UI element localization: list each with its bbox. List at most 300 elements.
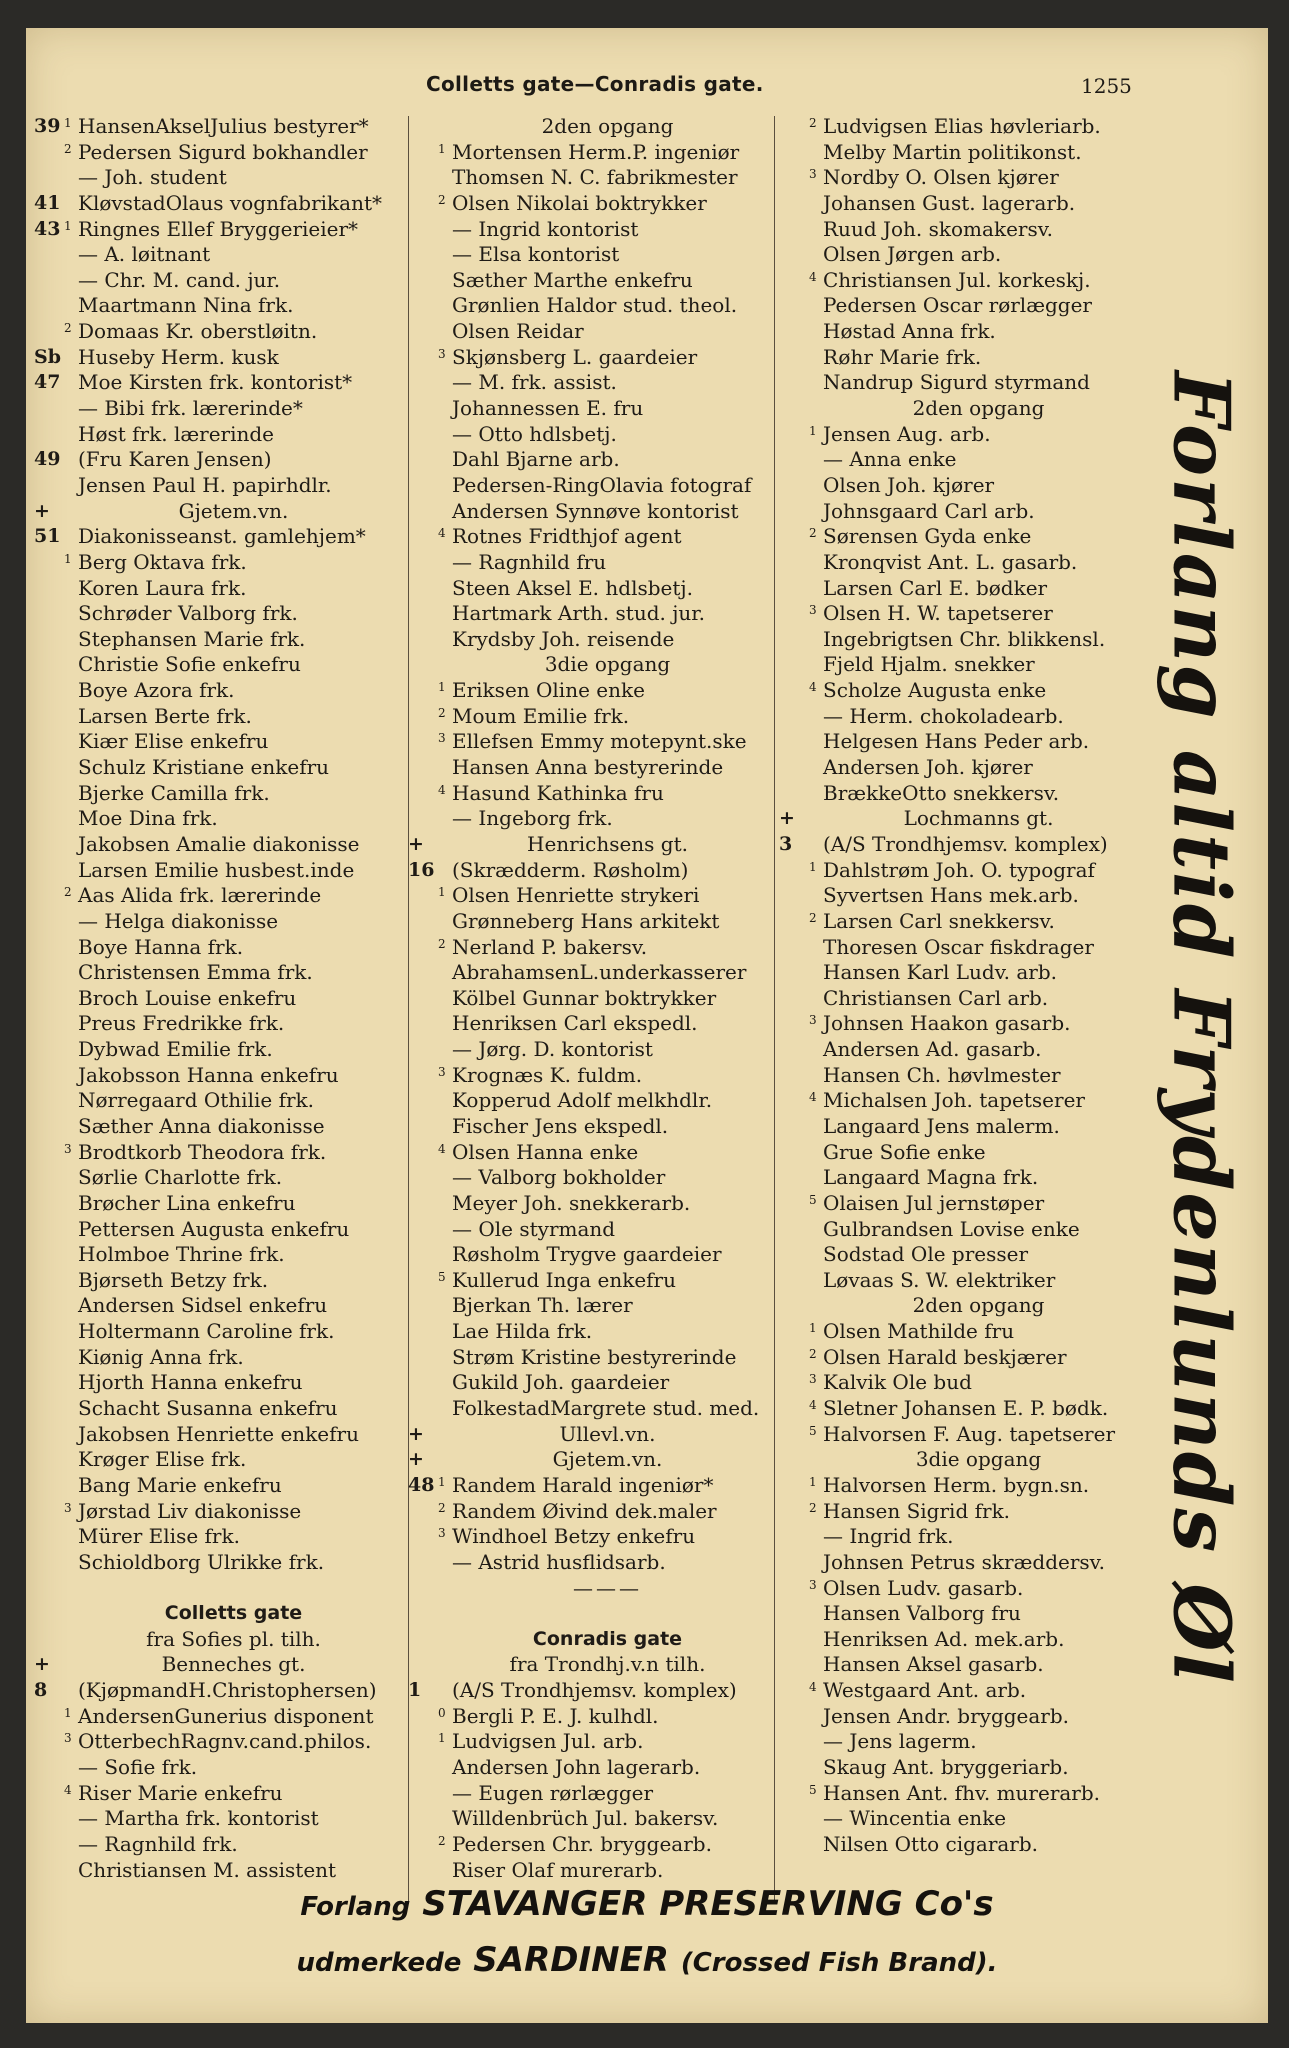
entry-text: 2den opgang [912, 396, 1045, 421]
entry-text: Henriksen Carl ekspedl. [452, 1011, 698, 1036]
entry-text: Krydsby Joh. reisende [452, 626, 675, 651]
directory-entry [408, 1140, 773, 1166]
entry-text: Christensen Emma frk. [78, 960, 313, 985]
directory-entry [34, 165, 399, 191]
entry-text: (Skrædderm. Røsholm) [452, 857, 689, 882]
entry-text: — Eugen rørlægger [452, 1780, 654, 1805]
entry-text: Ullevl.vn. [559, 1421, 656, 1446]
directory-entry [34, 1217, 399, 1243]
entry-text: — Bibi frk. lærerinde* [78, 396, 303, 421]
entry-text: (KjøpmandH.Christophersen) [78, 1678, 377, 1703]
floor-marker: 2 [438, 192, 446, 207]
directory-entry [779, 1627, 1144, 1653]
entry-text: Ingebrigtsen Chr. blikkensl. [823, 626, 1106, 651]
entry-text: Dahl Bjarne arb. [452, 447, 620, 472]
directory-entry [34, 755, 399, 781]
entry-text: Andersen Synnøve kontorist [452, 498, 739, 523]
directory-entry [408, 1370, 773, 1396]
directory-entry [779, 1165, 1144, 1191]
floor-marker: 1 [438, 885, 446, 900]
directory-entry [779, 1704, 1144, 1730]
directory-entry [408, 1832, 773, 1858]
directory-entry [34, 242, 399, 268]
directory-entry [408, 1293, 773, 1319]
entry-text: Skaug Ant. bryggeriarb. [823, 1755, 1069, 1779]
directory-entry [34, 140, 399, 166]
entry-text: Eriksen Oline enke [452, 678, 645, 703]
directory-entry [779, 627, 1144, 653]
directory-entry [34, 1447, 399, 1473]
entry-text: Bang Marie enkefru [78, 1472, 282, 1497]
directory-entry [779, 319, 1144, 345]
directory-entry [34, 986, 399, 1012]
floor-marker: 4 [809, 1090, 817, 1105]
floor-marker: 3 [438, 1064, 446, 1079]
entry-text: Sodstad Ole presser [823, 1242, 1029, 1267]
house-number: + [779, 807, 795, 830]
column-divider [774, 116, 775, 1904]
entry-text: Stephansen Marie frk. [78, 626, 306, 651]
directory-entry [408, 293, 773, 319]
directory-entry [779, 1011, 1144, 1037]
entry-text: Olsen Joh. kjører [823, 472, 995, 497]
entry-text: Hansen Anna bestyrerinde [452, 755, 724, 780]
directory-entry [408, 1396, 773, 1422]
house-number: 8 [34, 1679, 48, 1702]
section-label [408, 832, 773, 858]
entry-text: Jensen Andr. bryggearb. [823, 1703, 1070, 1728]
entry-text: — Astrid husflidsarb. [452, 1549, 666, 1574]
entry-text: Windhoel Betzy enkefru [452, 1524, 696, 1549]
floor-marker: 3 [438, 731, 446, 746]
entry-text: Diakonisseanst. gamlehjem* [78, 524, 366, 549]
directory-entry [34, 1473, 399, 1499]
entry-text: Dahlstrøm Joh. O. typograf [823, 857, 1095, 882]
house-number: 3 [779, 832, 793, 855]
directory-entry [408, 960, 773, 986]
directory-entry [34, 1858, 399, 1884]
floor-marker: 1 [438, 1474, 446, 1489]
directory-entry [408, 473, 773, 499]
entry-text: Henriksen Ad. mek.arb. [823, 1626, 1065, 1651]
entry-text: — A. løitnant [78, 242, 211, 267]
directory-entry [779, 1345, 1144, 1371]
page-header [26, 62, 1268, 102]
entry-text: Kronqvist Ant. L. gasarb. [823, 549, 1078, 574]
directory-entry [408, 345, 773, 371]
entry-text: Kalvik Ole bud [823, 1370, 972, 1395]
street-heading [34, 1601, 399, 1627]
directory-entry [408, 1704, 773, 1730]
floor-marker: 5 [438, 1269, 446, 1284]
directory-entry [779, 883, 1144, 909]
entry-text: Gjetem.vn. [552, 1447, 663, 1472]
directory-entry [779, 242, 1144, 268]
floor-marker: 3 [809, 1013, 817, 1028]
directory-entry [34, 909, 399, 935]
directory-entry [34, 678, 399, 704]
entry-text: Kiønig Anna frk. [78, 1344, 244, 1369]
directory-entry [34, 319, 399, 345]
entry-text: Johnsgaard Carl arb. [823, 498, 1035, 523]
directory-entry [779, 1370, 1144, 1396]
house-number: 43 [34, 217, 61, 240]
entry-text: fra Trondhj.v.n tilh. [509, 1652, 706, 1677]
entry-text: Hansen Ant. fhv. murerarb. [823, 1780, 1101, 1805]
entry-text: Willdenbrüch Jul. bakersv. [452, 1806, 719, 1831]
entry-text: Schacht Susanna enkefru [78, 1396, 338, 1421]
directory-entry [408, 1781, 773, 1807]
section-label [779, 396, 1144, 422]
directory-entry [34, 1524, 399, 1550]
floor-marker: 2 [809, 526, 817, 541]
entry-text: (A/S Trondhjemsv. komplex) [452, 1678, 737, 1703]
directory-entry [34, 960, 399, 986]
floor-marker: 3 [809, 1372, 817, 1387]
directory-entry [34, 422, 399, 448]
directory-entry [408, 935, 773, 961]
entry-text: Gukild Joh. gaardeier [452, 1370, 670, 1395]
entry-text: Brøcher Lina enkefru [78, 1190, 296, 1215]
entry-text: fra Sofies pl. tilh. [146, 1626, 321, 1651]
directory-entry [779, 755, 1144, 781]
entry-text: Hansen Valborg fru [823, 1601, 1021, 1626]
directory-entry [779, 986, 1144, 1012]
section-label [34, 499, 399, 525]
entry-text: Sæther Anna diakonisse [78, 1113, 325, 1138]
directory-entry [408, 1165, 773, 1191]
entry-text: — Helga diakonisse [78, 908, 279, 933]
entry-text: — Ragnhild frk. [78, 1831, 238, 1856]
entry-text: ——— [573, 1575, 642, 1600]
directory-entry [408, 1499, 773, 1525]
directory-entry [779, 1652, 1144, 1678]
directory-entry [779, 447, 1144, 473]
entry-text: Moum Emilie frk. [452, 703, 630, 728]
entry-text: Andersen Ad. gasarb. [823, 1037, 1042, 1062]
entry-text: Grønlien Haldor stud. theol. [452, 293, 738, 318]
directory-entry [34, 781, 399, 807]
directory-entry [779, 1037, 1144, 1063]
section-label [408, 1447, 773, 1473]
entry-text: Aas Alida frk. lærerinde [78, 883, 322, 908]
house-number: 39 [34, 115, 61, 137]
section-label [779, 1293, 1144, 1319]
entry-text: Steen Aksel E. hdlsbetj. [452, 575, 693, 600]
directory-entry [408, 217, 773, 243]
entry-text: — Ole styrmand [452, 1216, 616, 1241]
section-label [408, 1422, 773, 1448]
directory-entry [779, 1473, 1144, 1499]
entry-text: — Joh. student [78, 165, 227, 190]
entry-text: Bergli P. E. J. kulhdl. [452, 1703, 659, 1728]
entry-text: Olsen Ludv. gasarb. [823, 1575, 1024, 1600]
entry-text: Nordby O. Olsen kjører [823, 165, 1059, 190]
entry-text: — M. frk. assist. [452, 370, 617, 395]
entry-text: Jensen Aug. arb. [823, 421, 991, 446]
floor-marker: 5 [809, 1782, 817, 1797]
entry-text: HansenAkselJulius bestyrer* [78, 114, 369, 138]
house-number: + [408, 832, 424, 855]
floor-marker: 4 [438, 782, 446, 797]
entry-text: Schulz Kristiane enkefru [78, 755, 330, 780]
directory-entry [408, 601, 773, 627]
floor-marker: 3 [809, 167, 817, 182]
page-number: 1255 [1081, 74, 1132, 98]
bottom-advertisement-line-1 [26, 1884, 1268, 1924]
floor-marker: 1 [64, 218, 72, 233]
entry-text: Westgaard Ant. arb. [823, 1678, 1027, 1703]
entry-text: Kölbel Gunnar boktrykker [452, 985, 717, 1010]
floor-marker: 2 [438, 705, 446, 720]
entry-text: Pedersen-RingOlavia fotograf [452, 472, 752, 497]
entry-text: Pedersen Chr. bryggearb. [452, 1831, 712, 1856]
directory-entry [779, 524, 1144, 550]
section-label [408, 1576, 773, 1602]
entry-text: Sletner Johansen E. P. bødk. [823, 1396, 1109, 1421]
directory-entry [408, 627, 773, 653]
directory-entry [34, 1422, 399, 1448]
directory-entry [408, 1524, 773, 1550]
directory-entry [408, 729, 773, 755]
directory-entry [34, 114, 399, 140]
directory-entry [779, 1191, 1144, 1217]
floor-marker: 1 [64, 116, 72, 130]
directory-entry [779, 191, 1144, 217]
directory-entry [34, 1781, 399, 1807]
entry-text: Melby Martin politikonst. [823, 139, 1082, 164]
directory-entry [34, 1370, 399, 1396]
directory-entry [34, 1550, 399, 1576]
directory-entry [408, 422, 773, 448]
entry-text: Pedersen Oscar rørlægger [823, 293, 1092, 318]
directory-entry [408, 1114, 773, 1140]
section-label [779, 1447, 1144, 1473]
directory-entry [779, 832, 1144, 858]
entry-text: Olsen Harald beskjærer [823, 1344, 1067, 1369]
entry-text: Kiær Elise enkefru [78, 729, 269, 754]
house-number: 48 [408, 1473, 435, 1496]
entry-text: Broch Louise enkefru [78, 985, 297, 1010]
entry-text: KløvstadOlaus vognfabrikant* [78, 190, 382, 215]
directory-entry [34, 217, 399, 243]
directory-entry [779, 1396, 1144, 1422]
house-number: 49 [34, 448, 61, 471]
house-number: 1 [408, 1679, 422, 1702]
entry-text: Bjerke Camilla frk. [78, 780, 270, 805]
directory-entry [408, 1678, 773, 1704]
floor-marker: 4 [64, 1782, 72, 1797]
entry-text: — Wincentia enke [823, 1806, 1007, 1831]
directory-entry [408, 986, 773, 1012]
entry-text: Mortensen Herm.P. ingeniør [452, 139, 740, 164]
entry-text: Grønneberg Hans arkitekt [452, 908, 720, 933]
house-number: 51 [34, 525, 61, 548]
entry-text: — Martha frk. kontorist [78, 1806, 319, 1831]
directory-entry [779, 1319, 1144, 1345]
floor-marker: 0 [438, 1705, 446, 1720]
entry-text: Langaard Jens malerm. [823, 1113, 1060, 1138]
directory-entry [408, 165, 773, 191]
house-number: + [34, 1653, 50, 1676]
directory-entry [408, 1063, 773, 1089]
entry-text: AbrahamsenL.underkasserer [452, 960, 747, 985]
section-label [34, 1627, 399, 1653]
section-label [34, 1652, 399, 1678]
floor-marker: 1 [809, 423, 817, 438]
directory-entry [779, 601, 1144, 627]
directory-entry [779, 576, 1144, 602]
directory-entry [34, 652, 399, 678]
directory-entry [779, 704, 1144, 730]
entry-text: Olsen Mathilde fru [823, 1319, 1015, 1344]
house-number: + [34, 499, 50, 522]
floor-marker: 3 [809, 603, 817, 618]
floor-marker: 2 [64, 141, 72, 156]
directory-entry [34, 268, 399, 294]
directory-entry [34, 524, 399, 550]
directory-entry [779, 422, 1144, 448]
directory-entry [779, 1832, 1144, 1858]
entry-text: Høstad Anna frk. [823, 319, 996, 344]
directory-entry [408, 268, 773, 294]
bottom-advertisement-line-2 [26, 1940, 1268, 1980]
entry-text: Fischer Jens ekspedl. [452, 1113, 669, 1138]
directory-entry [34, 1063, 399, 1089]
directory-entry [34, 1293, 399, 1319]
directory-entry [408, 1755, 773, 1781]
directory-entry [34, 1499, 399, 1525]
directory-entry [408, 1319, 773, 1345]
entry-text: — Anna enke [823, 447, 957, 472]
house-number: 16 [408, 858, 435, 881]
entry-text: Thomsen N. C. fabrikmester [452, 165, 738, 190]
house-number: 47 [34, 371, 61, 394]
directory-entry [408, 1550, 773, 1576]
entry-text: Holtermann Caroline frk. [78, 1319, 335, 1344]
section-label [408, 114, 773, 140]
entry-text: Hartmark Arth. stud. jur. [452, 601, 706, 626]
entry-text: Olsen H. W. tapetserer [823, 601, 1053, 626]
floor-marker: 2 [64, 885, 72, 900]
vertical-ad-text: Forlang altid Frydenlunds Øl [1155, 371, 1247, 1685]
entry-text: Preus Fredrikke frk. [78, 1011, 285, 1036]
directory-entry [34, 1165, 399, 1191]
entry-text: Larsen Emilie husbest.inde [78, 857, 355, 882]
directory-entry [408, 1806, 773, 1832]
directory-entry [408, 191, 773, 217]
entry-text: 3die opgang [915, 1447, 1042, 1472]
entry-text: Kopperud Adolf melkhdlr. [452, 1088, 713, 1113]
entry-text: Hansen Ch. høvlmester [823, 1062, 1061, 1087]
directory-entry [34, 1806, 399, 1832]
directory-entry [408, 1088, 773, 1114]
entry-text: Scholze Augusta enke [823, 678, 1047, 703]
entry-text: Olsen Jørgen arb. [823, 242, 1002, 267]
directory-entry [34, 1576, 399, 1602]
entry-text: Larsen Carl snekkersv. [823, 908, 1055, 933]
directory-entry [408, 781, 773, 807]
directory-entry [779, 1550, 1144, 1576]
entry-text: Moe Dina frk. [78, 806, 218, 831]
directory-entry [779, 1499, 1144, 1525]
entry-text: Langaard Magna frk. [823, 1165, 1039, 1190]
directory-entry [34, 473, 399, 499]
floor-marker: 4 [809, 680, 817, 695]
floor-marker: 3 [64, 1500, 72, 1515]
directory-entry [34, 1242, 399, 1268]
directory-entry [408, 319, 773, 345]
directory-entry [408, 1473, 773, 1499]
directory-entry [779, 909, 1144, 935]
entry-text: Johnsen Haakon gasarb. [823, 1011, 1071, 1036]
directory-entry [34, 806, 399, 832]
entry-text: AndersenGunerius disponent [78, 1703, 374, 1728]
directory-entry [779, 499, 1144, 525]
entry-text: (Fru Karen Jensen) [78, 447, 272, 472]
floor-marker: 4 [809, 1398, 817, 1413]
directory-entry [779, 268, 1144, 294]
directory-entry [408, 1601, 773, 1627]
directory-entry [34, 1011, 399, 1037]
entry-text: Sørensen Gyda enke [823, 524, 1032, 549]
entry-text: Olaisen Jul jernstøper [823, 1190, 1045, 1215]
entry-text: Sørlie Charlotte frk. [78, 1165, 283, 1190]
floor-marker: 3 [438, 1526, 446, 1541]
directory-entry [779, 1806, 1144, 1832]
floor-marker: 1 [438, 141, 446, 156]
directory-entry [34, 1678, 399, 1704]
entry-text: Ringnes Ellef Bryggerieier* [78, 216, 359, 241]
entry-text: Jakobsen Amalie diakonisse [78, 831, 360, 856]
entry-text: Grue Sofie enke [823, 1139, 986, 1164]
house-number: + [408, 1448, 424, 1471]
entry-text: Bjerkan Th. lærer [452, 1293, 633, 1318]
directory-entry [34, 1268, 399, 1294]
directory-entry [408, 806, 773, 832]
entry-text: Riser Olaf murerarb. [452, 1857, 664, 1882]
directory-entry [779, 165, 1144, 191]
floor-marker: 2 [438, 936, 446, 951]
floor-marker: 1 [438, 1731, 446, 1746]
house-number: 41 [34, 191, 61, 214]
directory-entry [408, 242, 773, 268]
entry-text: Boye Azora frk. [78, 678, 235, 703]
floor-marker: 3 [809, 1577, 817, 1592]
directory-entry [34, 1345, 399, 1371]
entry-text: — Ragnhild fru [452, 549, 607, 574]
directory-entry [408, 704, 773, 730]
directory-entry [779, 217, 1144, 243]
directory-entry [779, 1217, 1144, 1243]
directory-entry [779, 1063, 1144, 1089]
entry-text: Sæther Marthe enkefru [452, 267, 693, 292]
entry-text: FolkestadMargrete stud. med. [452, 1396, 760, 1421]
directory-entry [779, 1088, 1144, 1114]
entry-text: Randem Øivind dek.maler [452, 1498, 717, 1523]
entry-text: Ludvigsen Elias høvleriarb. [823, 114, 1101, 138]
entry-text: Moe Kirsten frk. kontorist* [78, 370, 353, 395]
directory-entry [779, 1422, 1144, 1448]
directory-entry [34, 883, 399, 909]
entry-text: Schrøder Valborg frk. [78, 601, 298, 626]
entry-text: Gjetem.vn. [178, 498, 289, 523]
entry-text: Pettersen Augusta enkefru [78, 1216, 350, 1241]
entry-text: Johnsen Petrus skræddersv. [823, 1549, 1105, 1574]
entry-text: Krognæs K. fuldm. [452, 1062, 643, 1087]
directory-entry [408, 447, 773, 473]
ad-brand-note: (Crossed Fish Brand). [680, 1948, 998, 1978]
